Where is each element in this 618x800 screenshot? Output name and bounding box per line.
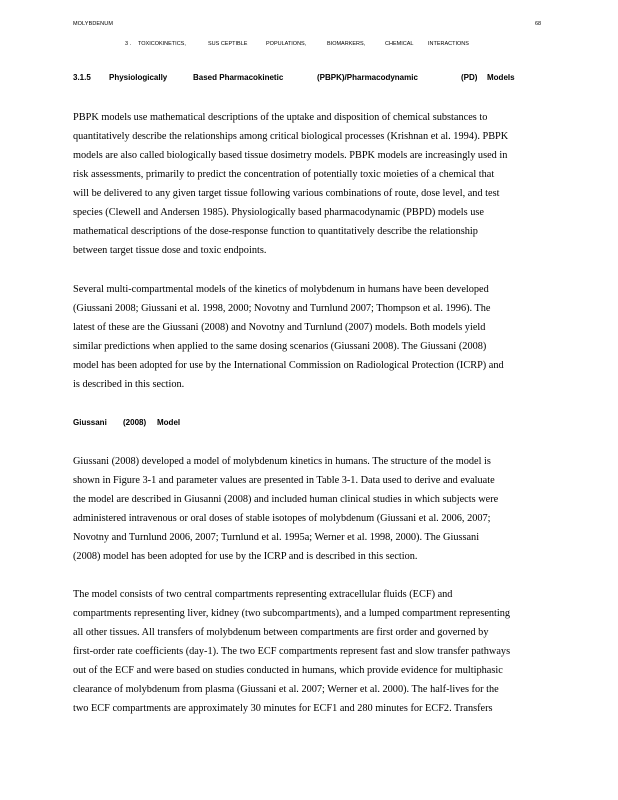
text-line: mathematical descriptions of the dose-response function to quantitatively describe the relationship	[73, 226, 478, 237]
chapter-word-1: TOXICOKINETICS,	[138, 41, 186, 47]
text-line: The model consists of two central compartments representing extracellular fluids (ECF) and	[73, 589, 453, 600]
text-line: out of the ECF and were based on studies conducted in humans, which provide evidence for multiphasic	[73, 665, 503, 676]
section-title-word-3: (PBPK)/Pharmacodynamic	[317, 73, 418, 82]
text-line: between target tissue dose and toxic endpoints.	[73, 245, 267, 256]
text-line: the model are described in Giusanni (2008) and included human clinical studies in which subjects were	[73, 494, 499, 505]
text-line: latest of these are the Giussani (2008) and Novotny and Turnlund (2007) models. Both models yield	[73, 322, 486, 333]
section-number: 3.1.5	[73, 73, 91, 82]
text-line: PBPK models use mathematical descriptions of the uptake and disposition of chemical substances to	[73, 112, 488, 123]
chapter-word-2: SUS CEPTIBLE	[208, 41, 248, 47]
text-line: administered intravenous or oral doses of stable isotopes of molybdenum (Giussani et al. 2006, 2007;	[73, 513, 491, 524]
section-title-word-1: Physiologically	[109, 73, 168, 82]
text-line: compartments representing liver, kidney (two subcompartments), and a lumped compartment representing	[73, 608, 511, 619]
chapter-word-6: INTERACTIONS	[428, 41, 469, 47]
text-line: all other tissues. All transfers of molybdenum between compartments are first order and governed by	[73, 627, 489, 638]
page-number: 68	[535, 21, 542, 27]
text-line: Several multi-compartmental models of the kinetics of molybdenum in humans have been developed	[73, 284, 489, 295]
chapter-number: 3 .	[125, 41, 132, 47]
text-line: shown in Figure 3-1 and parameter values are presented in Table 3-1. Data used to derive and evaluate	[73, 475, 495, 486]
text-line: clearance of molybdenum from plasma (Giussani et al. 2007; Werner et al. 2000). The half-lives for the	[73, 684, 499, 695]
text-line: model has been adopted for use by the International Commission on Radiological Protection (ICRP) and	[73, 360, 504, 371]
text-line: species (Clewell and Andersen 1985). Physiologically based pharmacodynamic (PBPD) models use	[73, 207, 484, 218]
text-line: similar predictions when applied to the same dosing scenarios (Giussani 2008). The Giussani (2008)	[73, 341, 487, 352]
section-title-word-2: Based Pharmacokinetic	[193, 73, 284, 82]
text-line: will be delivered to any given target tissue following various combinations of route, dose level, and test	[73, 188, 500, 199]
text-line: (2008) model has been adopted for use by the ICRP and is described in this section.	[73, 551, 418, 562]
model-heading-word-3: Model	[157, 418, 181, 427]
chapter-word-4: BIOMARKERS,	[327, 41, 366, 47]
text-line: Novotny and Turnlund 2006, 2007; Turnlund et al. 1995a; Werner et al. 1998, 2000). The Giussani	[73, 532, 480, 543]
chapter-word-3: POPULATIONS,	[266, 41, 307, 47]
text-line: is described in this section.	[73, 379, 185, 390]
section-title-word-4: (PD)	[461, 73, 478, 82]
section-title-word-5: Models	[487, 73, 515, 82]
text-line: (Giussani 2008; Giussani et al. 1998, 2000; Novotny and Turnlund 2007; Thompson et al. 1996). The	[73, 303, 491, 314]
chapter-word-5: CHEMICAL	[385, 41, 414, 47]
running-header-title: MOLYBDENUM	[73, 21, 114, 27]
text-line: risk assessments, primarily to predict the concentration of potentially toxic moieties of a chemical that	[73, 169, 495, 180]
text-line: first-order rate coefficients (day-1). The two ECF compartments represent fast and slow transfer pathways	[73, 646, 511, 657]
text-line: two ECF compartments are approximately 30 minutes for ECF1 and 280 minutes for ECF2. Transfers	[73, 703, 493, 714]
text-line: Giussani (2008) developed a model of molybdenum kinetics in humans. The structure of the model is	[73, 456, 491, 467]
model-heading-word-1: Giussani	[73, 418, 107, 427]
model-heading-word-2: (2008)	[123, 418, 147, 427]
text-line: models are also called biologically based tissue dosimetry models. PBPK models are increasingly used in	[73, 150, 508, 161]
text-line: quantitatively describe the relationships among critical biological processes (Krishnan et al. 1994). PBPK	[73, 131, 509, 142]
